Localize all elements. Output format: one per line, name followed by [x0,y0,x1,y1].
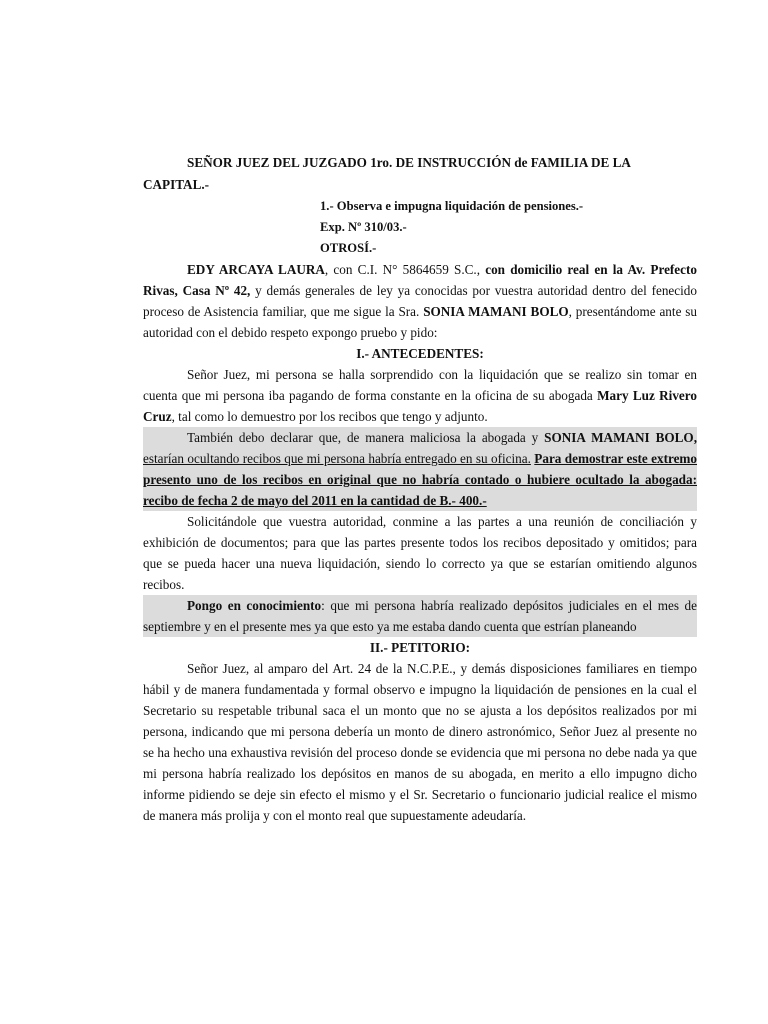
petitioner-name: EDY ARCAYA LAURA [187,262,325,277]
reference-block [143,196,697,259]
intro-text-2: y demás generales de ley ya conocidas por vuestra autoridad dentro del fenecido proceso de Asistencia familiar, que me sigue la Sra. [143,283,697,319]
intro-text-1: , con C.I. N° 5864659 S.C., [324,262,486,277]
reference-otrosi: OTROSÍ.- [320,241,377,255]
respondent-name: SONIA MAMANI BOLO [423,304,569,319]
antecedentes-paragraph-3: Solicitándole que vuestra autoridad, conmine a las partes a una reunión de conciliación y exhibición de documentos; para que las partes presente todos los recibos depositado y omitidos; para que se pueda hacer una nueva liquidación, siendo lo correcto ya que se estarían omitiendo algunos recibos. [143,514,697,592]
reference-observa: 1.- Observa e impugna liquidación de pensiones.- [320,199,584,213]
receipt-evidence-statement: Para demostrar este extremo presento uno de los recibos en original que no habría contado o hubiere ocultado la abogada: recibo de fecha 2 de mayo del 2011 en la cantidad de B.- 400.- [143,451,698,508]
intro-text-3: , presentándome ante su autoridad con el debido respeto expongo pruebo y pido: [143,304,697,340]
notice-label: Pongo en conocimiento [187,598,322,613]
antecedentes-paragraph-4 [143,595,697,637]
antecedentes-paragraph-1 [143,364,697,427]
antecedentes-paragraph-2 [143,427,697,511]
notice-text: : que mi persona habría realizado depósitos judiciales en el mes de septiembre y en el presente mes ya que esto ya me estaba dando cuenta que estrían planeando [143,598,697,634]
petitorio-paragraph: Señor Juez, al amparo del Art. 24 de la N.C.P.E., y demás disposiciones familiares en tiempo hábil y de manera fundamentada y formal observo e impugno la liquidación de pensiones en la cual el Secretario su respetable tribunal saca el un monto que no se ajusta a los depósitos realizados por mi persona, indicando que mi persona debería un monto de dinero astronómico, Señor Juez al presente no se ha hecho una exhaustiva revisión del proceso donde se evidencia que mi persona no debe nada ya que mi persona habría realizado los depósitos en manos de su abogada, en merito a ello impugno dicho informe pidiendo se deje sin efecto el mismo y el Sr. Secretario o funcionario judicial realice el mismo de manera más prolija y con el monto real que supuestamente adeudaría. [143,661,697,823]
reference-expediente: Exp. Nº 310/03.- [320,220,407,234]
section-antecedentes-title: I.- ANTECEDENTES: [356,346,484,361]
domicile: con domicilio real en la Av. Prefecto Rivas, Casa Nº 42, [143,262,697,298]
lawyer-name: Mary Luz Rivero Cruz [143,388,697,424]
antecedentes-p2-text: También debo declarar que, de manera maliciosa la abogada y [187,430,545,445]
antecedentes-p1-text-2: , tal como lo demuestro por los recibos que tengo y adjunto. [171,409,488,424]
document-body [143,152,697,826]
section-petitorio-title: II.- PETITORIO: [369,640,471,655]
antecedentes-p1-text: Señor Juez, mi persona se halla sorprendido con la liquidación que se realizo sin tomar en cuenta que mi persona iba pagando de forma constante en la oficina de su abogada [143,367,697,403]
respondent-name-2: SONIA MAMANI BOLO, [544,430,697,445]
intro-paragraph [143,259,697,343]
hidden-receipts-claim: estarían ocultando recibos que mi persona habría entregado en su oficina. [143,451,531,466]
court-heading: SEÑOR JUEZ DEL JUZGADO 1ro. DE INSTRUCCIÓN de FAMILIA DE LA CAPITAL.- [143,155,631,192]
